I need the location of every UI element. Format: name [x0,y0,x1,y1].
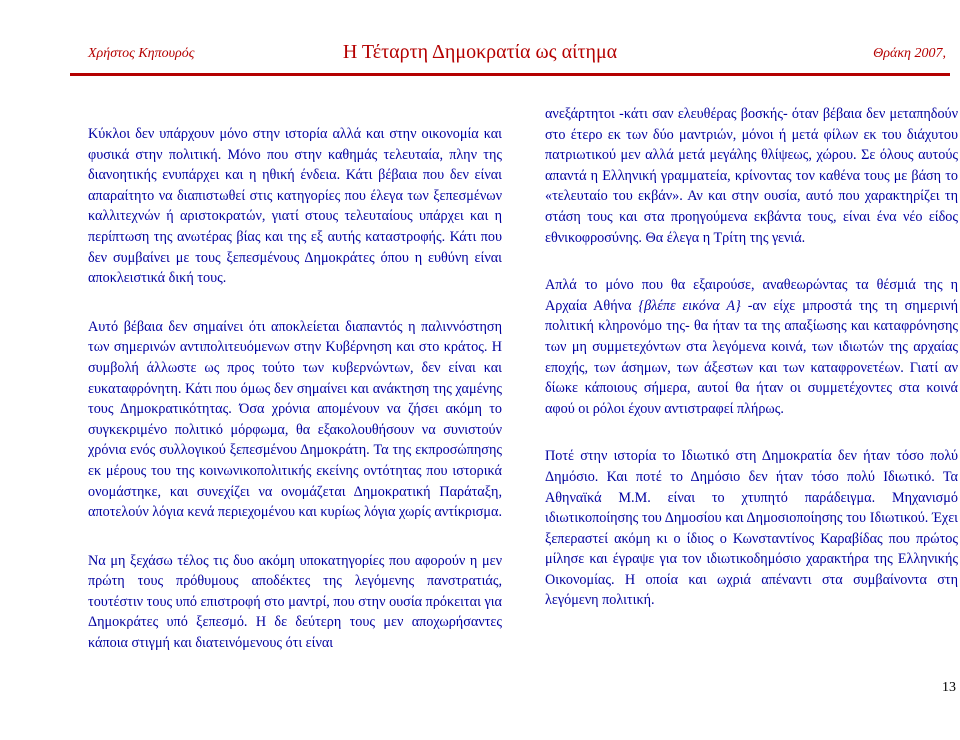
header-title: Η Τέταρτη Δημοκρατία ως αίτημα [342,41,618,63]
image-reference-link: {βλέπε εικόνα Α} [638,297,741,314]
left-paragraph-3: Να μη ξεχάσω τέλος τις δυο ακόμη υποκατηγορίες που αφορούν η μεν πρώτη τους πρόθυμους αποδέκτες της λεγόμενης πανστρατιάς, τουτέστιν τους υπό επιστροφή στο μαντρί, που στην ουσία πρόκειται για Δημοκράτες υπό ξεπεσμό. Η δε δεύτερη τους μεν αποχωρήσαντες κάποια στιγμή και διατεινόμενους ότι είναι [88,552,502,652]
page-header [0,0,960,84]
page-number: 13 [942,680,956,695]
paragraph-spacer [545,419,958,446]
left-paragraph-1: Κύκλοι δεν υπάρχουν μόνο στην ιστορία αλλά και στην οικονομία και φυσικά στην πολιτική. Μόνο που στην καθημάς τελευταία, πλην της διανοητικής ενυπάρχει και η ηθική ένδεια. Κάτι βέβαια που δεν είναι απαραίτητο να διαπιστωθεί στις κατηγορίες που έλεγα των ξεπεσμένων καλλιτεχνών ή αριστοκρατών, γιατί στους τελευταίους υπάρχει και η περίπτωση της ανωτέρας βίας και της εξ αυτής καταστροφής. Κάτι που δεν συμβαίνει με τους ξεπεσμένους Δημοκράτες όπου η ευθύνη είναι αποκλειστικά δική τους. [88,126,502,287]
left-column [88,124,502,654]
right-paragraph-2-start: Απλά το μόνο που θα εξαιρούσε, αναθεωρώντας τα θέσμιά της η Αρχαία Αθήνα [545,277,958,314]
right-paragraph-3: Ποτέ στην ιστορία το Ιδιωτικό στη Δημοκρατία δεν ήταν τόσο πολύ Δημόσιο. Και ποτέ το Δημόσιο δεν ήταν τόσο πολύ Ιδιωτικό. Τα Αθηναϊκά Μ.Μ. είναι το χτυπητό παράδειγμα. Μηχανισμό ιδιωτικοποίησης του Δημοσίου και Δημοσιοποίησης του Ιδιωτικού. Έχει ξεπεραστεί ακόμη κι ο ίδιος ο Κωνσταντίνος Καραβίδας που πρώτος μίλησε και έγραψε για τον ιδιωτικοδημόσιο χαρακτήρα της Ελληνικής Οικονομίας. Η οποία και ωχριά απέναντι στα συμβαίνοντα στη λεγόμενη πολιτική. [545,448,958,609]
paragraph-spacer [88,289,502,317]
paragraph-spacer [545,248,958,275]
right-paragraph-2 [545,275,958,419]
header-author: Χρήστος Κηπουρός [88,46,195,61]
paragraph-spacer [88,523,502,551]
right-paragraph-1: ανεξάρτητοι -κάτι σαν ελευθέρας βοσκής- όταν βέβαια δεν μεταπηδούν στο έτερο εκ των δύο μαντριών, μόνοι ή μετά φίλων εκ του διάχυτου πατριωτικού μεν αλλά μετά μεγάλης θλίψεως, χώρου. Σε όλους αυτούς απαντά η Ελληνική γραμματεία, κρίνοντας τον καθένα τους με βάση το «τελευταίο του εκβάν». Αν και στην ουσία, αυτό που χαρακτηρίζει τη στάση τους και στα προηγούμενα εκβάντα τους, είναι ένα νέο είδος εθνικοφροσύνης. Θα έλεγα η Τρίτη της γενιά. [545,106,958,246]
header-divider [70,73,950,76]
right-column [545,104,958,611]
header-place-date: Θράκη 2007, [873,46,946,61]
left-paragraph-2: Αυτό βέβαια δεν σημαίνει ότι αποκλείεται διαπαντός η παλιννόστηση των σημερινών αντιπολιτευόμενων στην Κυβέρνηση και στο κράτος. Η συμβολή άλλωστε ως προς τούτο των κυβερνώντων, δεν είναι και ευκαταφρόνητη. Κάτι που όμως δεν σημαίνει και ανάκτηση της χαμένης τους Δημοκρατικότητας. Όσα χρόνια απομένουν να ζήσει ακόμη το συγκεκριμένο πολιτικό μόρφωμα, θα εξακολουθήσουν να συνιστούν χρόνια ενός συλλογικού ξεπεσμένου Δημοκράτη. Τα της εκπροσώπησης εκ μέρους του της κοινωνικοπολιτικής εκείνης οντότητας που ιστορικά ονομάστηκε, και συνεχίζει να ονομάζεται Δημοκρατική Παράταξη, αποτελούν λόγια κενά περιεχομένου και κυρίως λόγια χωρίς αντίκρισμα. [88,318,503,521]
right-paragraph-2-end: -αν είχε μπροστά της τη σημερινή πολιτική κληρονόμο της- θα ήταν τα της απαξίωσης και καταφρόνησης των μη συμμετεχόντων στα λεγόμενα κοινά, των ιδιωτών της αρχαίας εποχής, των άσημων, των άξεστων και των καταφρονετέων. Γιατί αν δίωκε κάποιους σήμερα, αυτοί θα ήταν οι συμμετέχοντες στα κοινά αφού οι ρόλοι έχουν αντιστραφεί πλήρως. [545,297,958,417]
